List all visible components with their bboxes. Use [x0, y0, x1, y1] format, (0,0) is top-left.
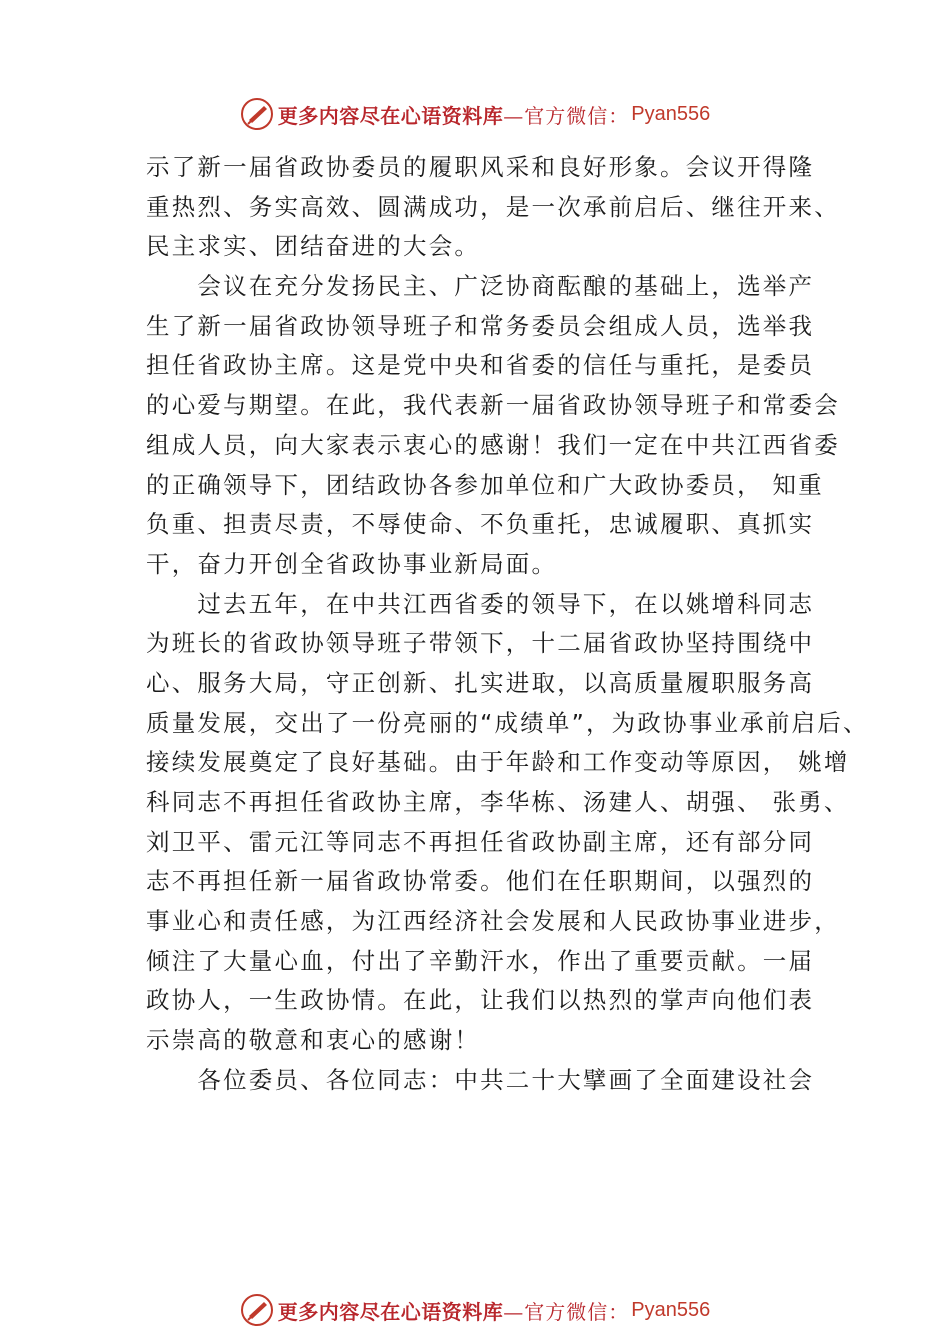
banner-wechat-id: Pyan556: [631, 1298, 711, 1321]
document-body: [146, 148, 869, 1101]
banner-tail-text: —官方微信：: [503, 103, 630, 128]
text-line: 担任省政协主席。这是党中央和省委的信任与重托，是委员: [146, 351, 815, 380]
text-line: 各位委员、各位同志：中共二十大擘画了全面建设社会: [146, 1065, 815, 1094]
text-line: 组成人员，向大家表示衷心的感谢！我们一定在中共江西省委: [146, 430, 840, 459]
text-line: 的心爱与期望。在此，我代表新一届省政协领导班子和常委会: [146, 391, 840, 420]
text-line: 科同志不再担任省政协主席，李华栋、汤建人、胡强、 张勇、: [146, 788, 850, 816]
brand-logo-icon: [240, 1293, 274, 1327]
banner-lead-text: 更多内容尽在心语资料库: [277, 103, 504, 128]
header-watermark-banner: [0, 94, 950, 134]
text-line: 干，奋力开创全省政协事业新局面。: [146, 549, 558, 578]
text-line: 示崇高的敬意和衷心的感谢！: [146, 1026, 481, 1055]
footer-watermark-banner: [0, 1290, 950, 1330]
text-line: 负重、担责尽责，不辱使命、不负重托，忠诚履职、真抓实: [146, 510, 815, 539]
text-line: 为班长的省政协领导班子带领下，十二届省政协坚持围绕中: [146, 629, 815, 658]
text-line: 心、服务大局，守正创新、扎实进取，以高质量履职服务高: [146, 668, 815, 697]
text-line: 刘卫平、雷元江等同志不再担任省政协副主席，还有部分同: [146, 827, 815, 856]
brand-logo-icon: [240, 97, 274, 131]
text-line: 民主求实、团结奋进的大会。: [146, 232, 481, 261]
text-line: 示了新一届省政协委员的履职风采和良好形象。会议开得隆: [146, 153, 815, 181]
banner-lead-text: 更多内容尽在心语资料库: [277, 1299, 504, 1324]
text-line: 质量发展，交出了一份亮丽的“成绩单”，为政协事业承前启后、: [146, 708, 869, 737]
text-line: 过去五年，在中共江西省委的领导下，在以姚增科同志: [146, 589, 815, 618]
text-line: 政协人，一生政协情。在此，让我们以热烈的掌声向他们表: [146, 986, 815, 1015]
banner-wechat-id: Pyan556: [631, 102, 711, 125]
text-line: 重热烈、务实高效、圆满成功，是一次承前启后、继往开来、: [146, 192, 840, 221]
text-line: 的正确领导下，团结政协各参加单位和广大政协委员， 知重: [146, 470, 824, 499]
text-line: 生了新一届省政协领导班子和常务委员会组成人员，选举我: [146, 311, 815, 340]
banner-tail-text: —官方微信：: [503, 1299, 630, 1324]
text-line: 倾注了大量心血，付出了辛勤汗水，作出了重要贡献。一届: [146, 946, 815, 975]
text-line: 志不再担任新一届省政协常委。他们在任职期间，以强烈的: [146, 867, 815, 896]
text-line: 接续发展奠定了良好基础。由于年龄和工作变动等原因， 姚增: [146, 748, 850, 777]
text-line: 事业心和责任感，为江西经济社会发展和人民政协事业进步，: [146, 907, 840, 936]
text-line: 会议在充分发扬民主、广泛协商酝酿的基础上，选举产: [146, 272, 815, 301]
